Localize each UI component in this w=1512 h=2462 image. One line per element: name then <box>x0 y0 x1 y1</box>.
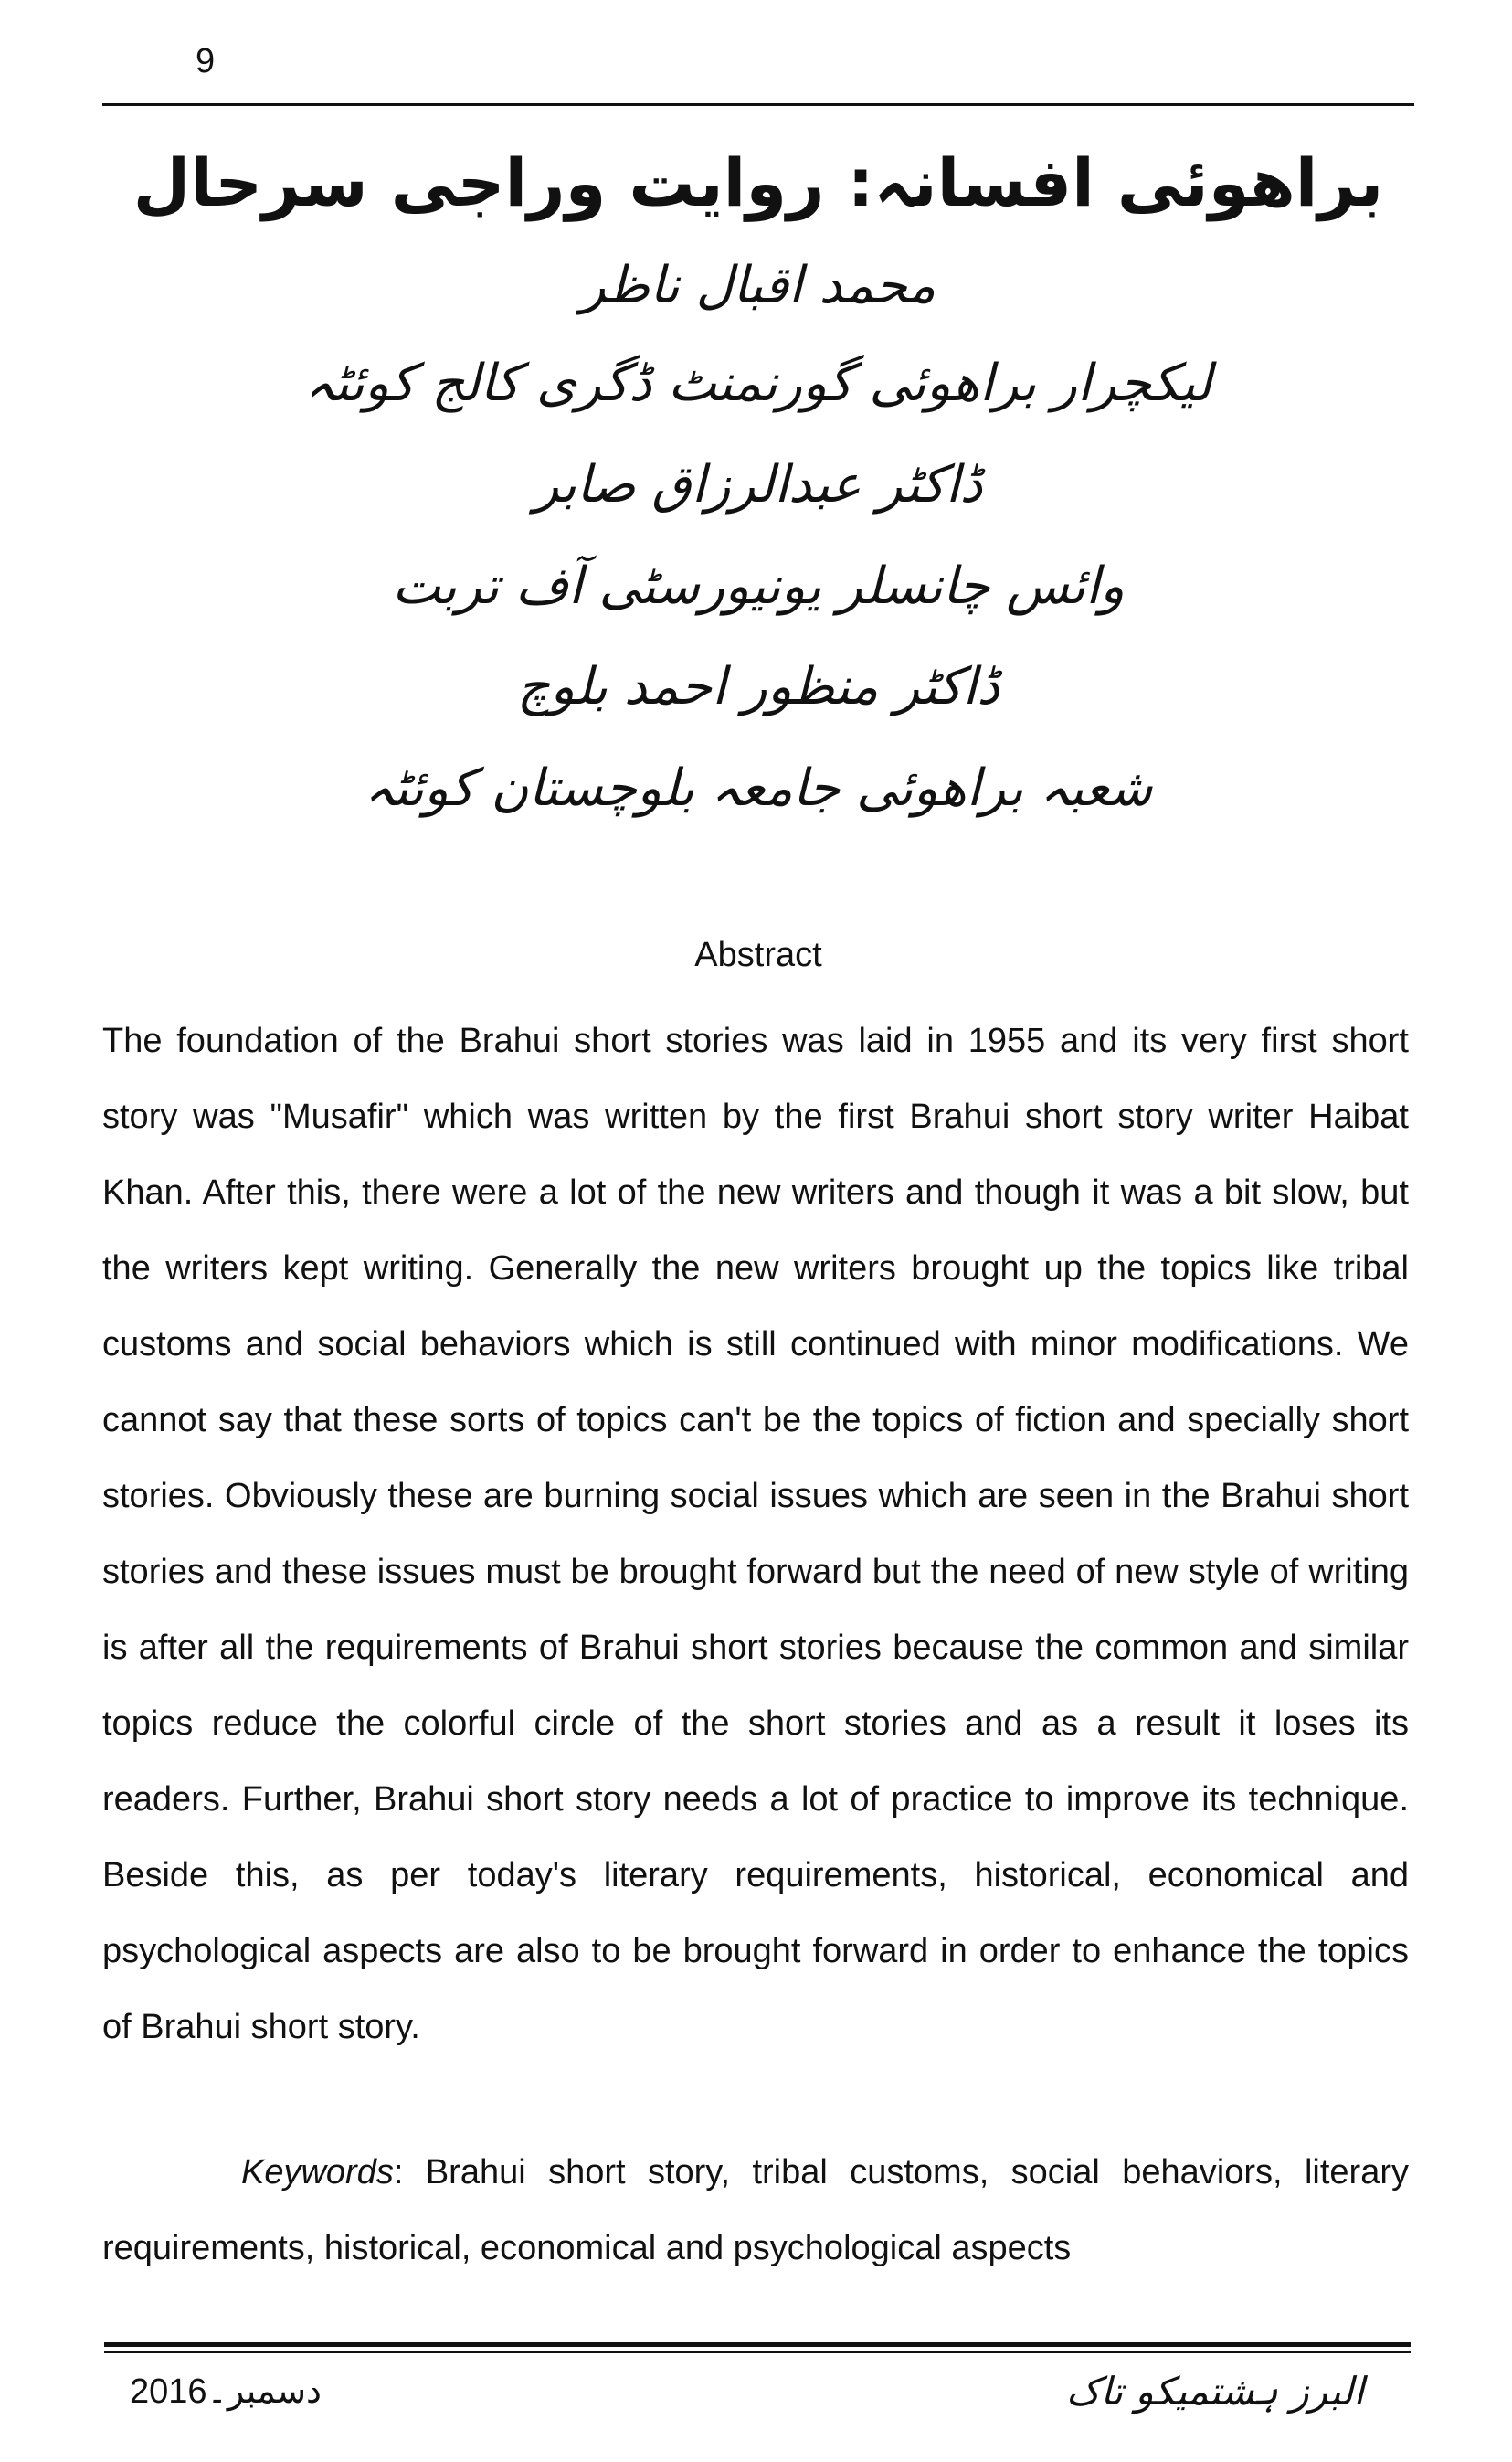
abstract-heading: Abstract <box>694 936 822 974</box>
author-1-affiliation: لیکچرار براھوئی گورنمنٹ ڈگری کالج کوئٹہ <box>304 354 1212 413</box>
footer-journal-name: البرز ہشتمیکو تاک <box>1066 2369 1364 2414</box>
author-3-name: ڈاکٹر منظور احمد بلوچ <box>516 657 1000 716</box>
footer-issue-date: دسمبر۔2016 <box>130 2372 322 2411</box>
page-number: 9 <box>196 42 216 80</box>
author-2-affiliation: وائس چانسلر یونیورسٹی آف تربت <box>392 557 1125 616</box>
abstract-body: The foundation of the Brahui short stories was laid in 1955 and its very first short story was "Musafir" which was written by the first Brahui short story writer Haibat Khan. After this, there were a lot of the new writers and though it was a bit slow, but the writers kept writing. Generally the new writers brought up the topics like tribal customs and social behaviors which is still continued with minor modifications. We cannot say that these sorts of topics can't be the topics of fiction and specially short stories. Obviously these are burning social issues which are seen in the Brahui short stories and these issues must be brought forward but the need of new style of writing is after all the requirements of Brahui short stories because the common and similar topics reduce the colorful circle of the short stories and as a result it loses its readers. Further, Brahui short story needs a lot of practice to improve its technique. Beside this, as per today's literary requirements, historical, economical and psychological aspects are also to be brought forward in order to enhance the topics of Brahui short story. <box>102 1022 1409 2046</box>
keywords-label: Keywords <box>241 2153 394 2191</box>
author-2-name: ڈاکٹر عبدالرزاق صابر <box>534 455 983 515</box>
author-1-name: محمد اقبال ناظر <box>580 256 936 315</box>
keywords-text: : Brahui short story, tribal customs, social behaviors, literary requirements, historical, economical and psychological aspects <box>102 2153 1409 2267</box>
article-title: براھوئی افسانہ: روایت وراجی سرحال <box>132 144 1384 221</box>
footer-divider-thick <box>104 2342 1411 2347</box>
header-divider <box>102 103 1414 106</box>
keywords-paragraph <box>102 2135 1409 2287</box>
footer-divider-thin <box>104 2351 1411 2353</box>
author-3-affiliation: شعبہ براھوئی جامعہ بلوچستان کوئٹہ <box>364 759 1153 818</box>
